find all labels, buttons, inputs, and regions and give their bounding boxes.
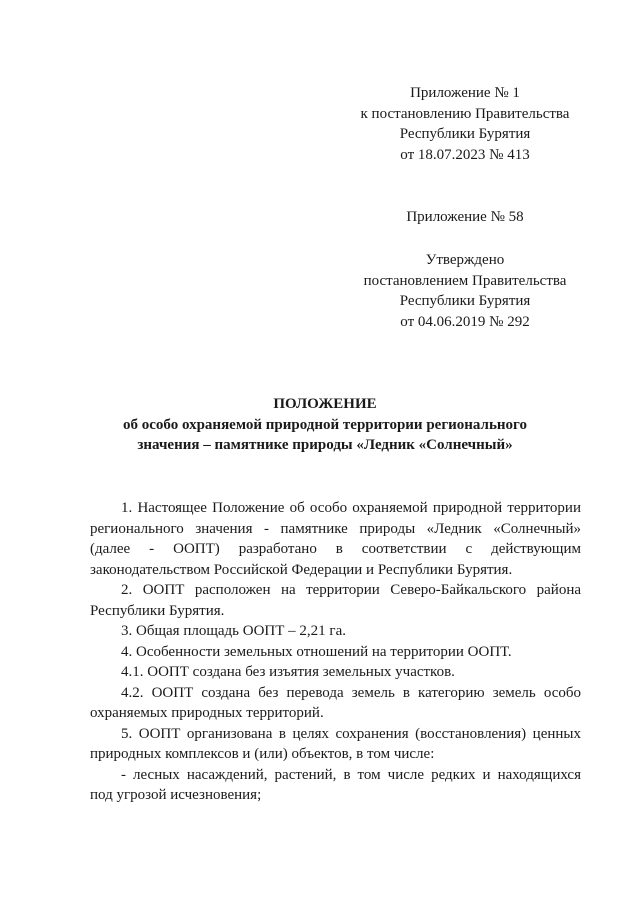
approval-by-resolution: постановлением Правительства	[363, 272, 567, 289]
approval-date: от 04.06.2019 № 292	[400, 313, 530, 330]
approval-republic: Республики Бурятия	[399, 293, 531, 309]
paragraph-4-1	[90, 662, 581, 683]
paragraph-line: регионального значения - памятнике природы «Ледник «Солнечный»	[90, 520, 581, 537]
paragraph-line: 1. Настоящее Положение об особо охраняемой природной территории	[121, 500, 581, 516]
paragraph-line: 4. Особенности земельных отношений на территории ООПТ.	[121, 643, 512, 660]
annex-1-to-resolution: к постановлению Правительства	[360, 105, 570, 122]
paragraph-2	[90, 580, 581, 621]
annex-1-number: Приложение № 1	[410, 85, 520, 101]
approval-block	[330, 250, 600, 332]
paragraph-line: 2. ООПТ расположен на территории Северо-Байкальского района	[121, 582, 581, 598]
paragraph-1	[90, 498, 581, 580]
paragraph-line: 4.2. ООПТ создана без перевода земель в категорию земель особо	[121, 684, 581, 701]
annex-58-number: Приложение № 58	[406, 209, 524, 225]
paragraph-5-list-item-1	[90, 765, 581, 806]
paragraph-4-2	[90, 683, 581, 724]
annex-1-republic: Республики Бурятия	[399, 126, 531, 142]
document-title	[60, 394, 590, 456]
paragraph-line: (далее - ООПТ) разработано в соответствии с действующим	[90, 541, 581, 557]
paragraph-5	[90, 724, 581, 765]
title-heading: ПОЛОЖЕНИЕ	[273, 396, 377, 412]
paragraph-line: законодательством Российской Федерации и Республики Бурятия.	[90, 561, 513, 578]
paragraph-line: под угрозой исчезновения;	[90, 787, 262, 803]
approval-label: Утверждено	[425, 252, 505, 268]
paragraph-line: 4.1. ООПТ создана без изъятия земельных участков.	[121, 664, 455, 680]
paragraph-line: охраняемых природных территорий.	[90, 705, 324, 721]
paragraph-line: 3. Общая площадь ООПТ – 2,21 га.	[121, 623, 346, 639]
document-body	[90, 498, 581, 806]
title-subject-line-2: значения – памятнике природы «Ледник «Солнечный»	[137, 437, 513, 453]
paragraph-line: природных комплексов и (или) объектов, в том числе:	[90, 746, 435, 762]
title-subject-line-1: об особо охраняемой природной территории регионального	[123, 416, 527, 433]
paragraph-3	[90, 621, 581, 642]
annex-1-block	[330, 83, 600, 165]
paragraph-4	[90, 642, 581, 663]
paragraph-line: 5. ООПТ организована в целях сохранения (восстановления) ценных	[121, 725, 581, 742]
paragraph-line: - лесных насаждений, растений, в том числе редких и находящихся	[121, 766, 581, 783]
paragraph-line: Республики Бурятия.	[90, 602, 225, 619]
annex-1-date: от 18.07.2023 № 413	[400, 146, 530, 163]
annex-58-block	[330, 207, 600, 228]
